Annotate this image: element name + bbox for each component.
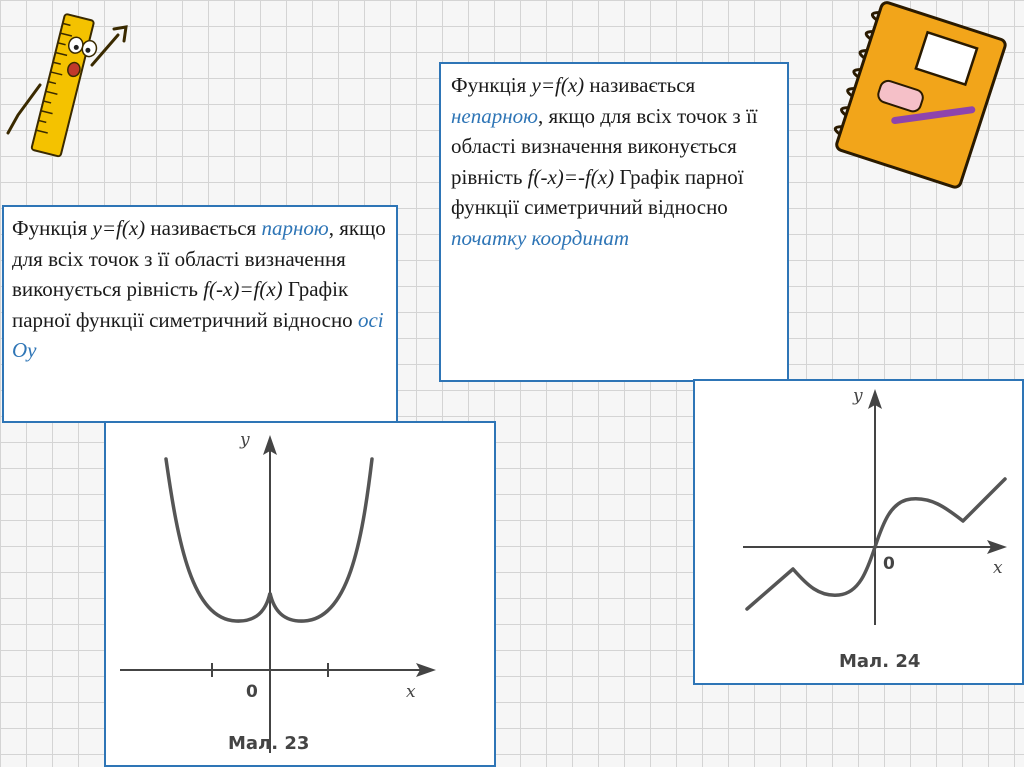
even-axis: осі Оу — [12, 307, 384, 362]
odd-origin: початку координат — [451, 225, 629, 250]
odd-called: називається — [584, 73, 696, 97]
odd-formula: y=f(x) — [531, 73, 585, 97]
fig24-origin-label: 0 — [883, 554, 895, 574]
fig24-caption: Мал. 24 — [839, 651, 921, 672]
fig23-x-label: x — [406, 682, 416, 702]
fig24-y-label: y — [853, 386, 863, 406]
fig23-origin-label: 0 — [246, 682, 258, 702]
even-intro: Функція — [12, 216, 93, 240]
figure-23-even-graph — [104, 421, 496, 767]
figure-24-odd-graph — [693, 379, 1024, 685]
even-called: називається — [145, 216, 257, 240]
even-term: парною — [261, 216, 329, 240]
fig23-caption: Мал. 23 — [228, 733, 310, 754]
even-function-definition — [2, 205, 398, 423]
even-equality: f(-x)=f(x) — [203, 277, 283, 301]
even-formula: y=f(x) — [92, 216, 146, 240]
odd-function-definition — [439, 62, 789, 382]
notebook-cartoon-icon — [828, 0, 1018, 195]
ruler-cartoon-icon — [0, 5, 140, 165]
fig24-x-label: x — [993, 558, 1003, 578]
odd-symmetry: Графік парної функції симетричний відносно — [451, 164, 744, 219]
fig23-y-label: y — [240, 430, 250, 450]
even-condition: , якщо для всіх точок з її області визначення виконується рівність — [12, 216, 386, 301]
odd-intro: Функція — [451, 73, 532, 97]
even-symmetry: Графік парної функції симетричний відносно — [12, 277, 358, 332]
odd-equality: f(-x)=-f(x) — [527, 164, 615, 189]
odd-condition: , якщо для всіх точок з її області визначення виконується рівність — [451, 103, 758, 189]
odd-term: непарною — [451, 103, 538, 128]
